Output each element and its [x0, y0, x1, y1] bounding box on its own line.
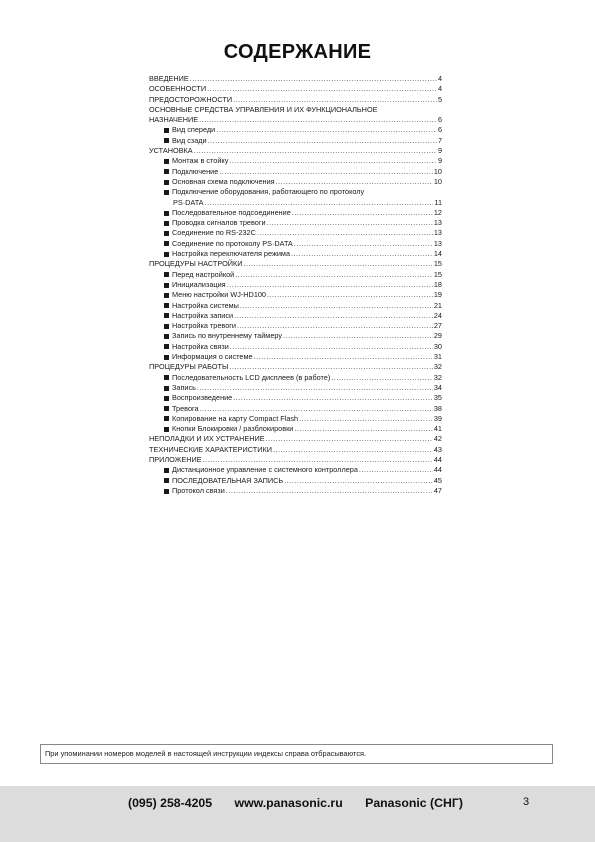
toc-entry-page: 4	[437, 84, 442, 94]
toc-entry	[149, 187, 442, 197]
toc-entry-label: Подключение	[172, 166, 219, 176]
toc-entry-label: Последовательное подсоединение	[172, 207, 291, 217]
toc-entry	[149, 280, 442, 290]
toc-entry-label: Запись по внутреннему таймеру	[172, 331, 283, 341]
toc-dot-leader	[294, 424, 432, 434]
square-bullet-icon	[164, 416, 169, 421]
toc-entry-label: Монтаж в стойку	[172, 156, 229, 166]
toc-dot-leader	[230, 342, 433, 352]
toc-entry-label: ОСНОВНЫЕ СРЕДСТВА УПРАВЛЕНИЯ И ИХ ФУНКЦИОНАЛЬНОЕ	[149, 104, 378, 114]
toc-dot-leader	[292, 208, 433, 218]
toc-dot-leader	[190, 74, 437, 84]
toc-entry-page: 35	[433, 393, 442, 403]
toc-entry-label: Настройка системы	[172, 300, 239, 310]
square-bullet-icon	[164, 489, 169, 494]
toc-dot-leader	[291, 249, 433, 259]
toc-entry-label: Соединение по протоколу PS·DATA	[172, 238, 293, 248]
toc-entry-label: Проводка сигналов тревоги	[172, 218, 266, 228]
toc-entry-page: 41	[433, 424, 442, 434]
toc-entry	[149, 95, 442, 105]
square-bullet-icon	[164, 180, 169, 185]
square-bullet-icon	[164, 159, 169, 164]
toc-dot-leader	[234, 311, 433, 321]
square-bullet-icon	[164, 324, 169, 329]
toc-entry-label: Воспроизведение	[172, 393, 233, 403]
toc-entry-page: 6	[437, 115, 442, 125]
toc-entry	[149, 198, 442, 208]
toc-entry-page: 31	[433, 352, 442, 362]
square-bullet-icon	[164, 344, 169, 349]
toc-entry-page: 47	[433, 485, 442, 495]
toc-entry	[149, 105, 442, 115]
toc-dot-leader	[194, 146, 437, 156]
page-title: СОДЕРЖАНИЕ	[223, 41, 372, 63]
toc-entry	[149, 301, 442, 311]
toc-entry-label: ПОСЛЕДОВАТЕЛЬНАЯ ЗАПИСЬ	[172, 475, 284, 485]
toc-entry-page: 45	[433, 475, 442, 485]
toc-entry	[149, 156, 442, 166]
toc-entry-page: 19	[433, 290, 442, 300]
toc-entry-label: Соединение по RS-232C	[172, 228, 256, 238]
toc-entry-label: ВВЕДЕНИЕ	[149, 74, 189, 83]
toc-entry-label: Протокол связи	[172, 485, 225, 495]
square-bullet-icon	[164, 190, 169, 195]
toc-entry-page: 10	[433, 176, 442, 186]
toc-entry	[149, 218, 442, 228]
toc-entry-label: Дистанционное управление с системного контроллера	[172, 465, 358, 475]
toc-entry-page: 43	[433, 444, 442, 454]
toc-entry-label: Инициализация	[172, 279, 226, 289]
toc-entry-label: PS·DATA	[173, 197, 204, 207]
toc-entry-label: Меню настройки WJ-HD100	[172, 290, 266, 300]
square-bullet-icon	[164, 138, 169, 143]
toc-entry-page: 24	[433, 310, 442, 320]
toc-entry	[149, 74, 442, 84]
toc-entry-label: Настройка связи	[172, 341, 229, 351]
toc-dot-leader	[244, 259, 433, 269]
toc-entry-page: 6	[437, 125, 442, 135]
toc-entry-label: УСТАНОВКА	[149, 146, 193, 156]
toc-dot-leader	[273, 445, 433, 455]
table-of-contents	[149, 74, 442, 496]
toc-entry	[149, 239, 442, 249]
toc-dot-leader	[266, 434, 433, 444]
toc-entry-label: Основная схема подключения	[172, 176, 275, 186]
toc-dot-leader	[235, 270, 433, 280]
toc-dot-leader	[229, 156, 437, 166]
square-bullet-icon	[164, 303, 169, 308]
toc-dot-leader	[283, 331, 433, 341]
toc-entry-page: 27	[433, 321, 442, 331]
toc-entry	[149, 136, 442, 146]
toc-entry-label: Запись	[172, 382, 196, 392]
toc-entry	[149, 321, 442, 331]
toc-entry	[149, 393, 442, 403]
toc-dot-leader	[216, 125, 437, 135]
toc-entry-page: 29	[433, 331, 442, 341]
square-bullet-icon	[164, 468, 169, 473]
model-number-note: При упоминании номеров моделей в настоящей инструкции индексы справа отбрасываются.	[40, 744, 553, 764]
toc-entry-page: 4	[437, 74, 442, 83]
toc-entry	[149, 362, 442, 372]
toc-entry-label: Настройка записи	[172, 310, 234, 320]
square-bullet-icon	[164, 128, 169, 133]
square-bullet-icon	[164, 241, 169, 246]
toc-entry	[149, 228, 442, 238]
square-bullet-icon	[164, 396, 169, 401]
square-bullet-icon	[164, 221, 169, 226]
toc-entry-label: НЕПОЛАДКИ И ИХ УСТРАНЕНИЕ	[149, 434, 265, 444]
toc-entry-page: 18	[433, 279, 442, 289]
toc-entry	[149, 331, 442, 341]
toc-entry-label: Информация о системе	[172, 352, 253, 362]
toc-dot-leader	[233, 393, 433, 403]
toc-entry	[149, 445, 442, 455]
toc-dot-leader	[207, 84, 437, 94]
toc-entry	[149, 465, 442, 475]
toc-entry-label: ПРОЦЕДУРЫ НАСТРОЙКИ	[149, 259, 243, 269]
toc-entry-label: ПРОЦЕДУРЫ РАБОТЫ	[149, 362, 229, 372]
toc-entry	[149, 486, 442, 496]
square-bullet-icon	[164, 334, 169, 339]
toc-entry	[149, 424, 442, 434]
toc-entry-page: 13	[433, 238, 442, 248]
toc-entry	[149, 404, 442, 414]
toc-entry-page: 44	[433, 465, 442, 475]
toc-dot-leader	[200, 404, 433, 414]
square-bullet-icon	[164, 272, 169, 277]
square-bullet-icon	[164, 427, 169, 432]
toc-entry	[149, 352, 442, 362]
toc-entry-label: ТЕХНИЧЕСКИЕ ХАРАКТЕРИСТИКИ	[149, 444, 272, 454]
toc-entry	[149, 434, 442, 444]
footer-company: Panasonic (СНГ)	[365, 796, 463, 810]
toc-entry-label: Тревога	[172, 403, 199, 413]
toc-dot-leader	[199, 115, 437, 125]
toc-entry-page: 38	[433, 403, 442, 413]
toc-entry	[149, 259, 442, 269]
footer-bar	[0, 786, 595, 842]
toc-entry	[149, 342, 442, 352]
toc-dot-leader	[359, 465, 433, 475]
toc-entry	[149, 115, 442, 125]
toc-entry	[149, 270, 442, 280]
toc-dot-leader	[227, 280, 433, 290]
square-bullet-icon	[164, 478, 169, 483]
toc-entry-label: Вид спереди	[172, 125, 216, 135]
toc-dot-leader	[276, 177, 433, 187]
toc-entry-label: Подключение оборудования, работающего по протоколу	[172, 187, 365, 197]
toc-entry-page: 44	[433, 454, 442, 464]
square-bullet-icon	[164, 375, 169, 380]
toc-dot-leader	[267, 290, 433, 300]
square-bullet-icon	[164, 313, 169, 318]
toc-dot-leader	[284, 476, 433, 486]
page-number: 3	[523, 796, 530, 808]
toc-entry-page: 30	[433, 341, 442, 351]
toc-entry-page: 9	[437, 156, 442, 166]
toc-entry-label: Кнопки Блокировки / разблокировки	[172, 424, 294, 434]
toc-entry-page: 34	[433, 382, 442, 392]
toc-entry-page: 14	[433, 249, 442, 259]
toc-entry	[149, 177, 442, 187]
toc-dot-leader	[233, 95, 437, 105]
toc-entry	[149, 414, 442, 424]
toc-entry	[149, 84, 442, 94]
square-bullet-icon	[164, 211, 169, 216]
toc-entry-page: 5	[437, 94, 442, 104]
toc-entry-label: ПРИЛОЖЕНИЕ	[149, 454, 202, 464]
square-bullet-icon	[164, 252, 169, 257]
square-bullet-icon	[164, 355, 169, 360]
square-bullet-icon	[164, 293, 169, 298]
toc-entry-label: Перед настройкой	[172, 269, 235, 279]
toc-dot-leader	[205, 198, 434, 208]
footer-phone: (095) 258-4205	[128, 796, 213, 810]
toc-entry	[149, 146, 442, 156]
toc-entry-page: 10	[433, 166, 442, 176]
toc-entry	[149, 249, 442, 259]
toc-entry-page: 32	[433, 372, 442, 382]
toc-entry-label: Вид сзади	[172, 135, 207, 145]
toc-entry-page: 15	[433, 259, 442, 269]
toc-entry	[149, 476, 442, 486]
toc-dot-leader	[299, 414, 433, 424]
toc-entry	[149, 208, 442, 218]
square-bullet-icon	[164, 231, 169, 236]
toc-entry-page: 11	[434, 197, 442, 207]
toc-dot-leader	[208, 136, 437, 146]
toc-entry-page: 13	[433, 228, 442, 238]
toc-entry-page: 32	[433, 362, 442, 372]
square-bullet-icon	[164, 169, 169, 174]
footer-contact	[128, 796, 482, 810]
toc-entry-page: 12	[433, 207, 442, 217]
toc-entry-page: 39	[433, 413, 442, 423]
toc-entry	[149, 455, 442, 465]
toc-entry-page: 42	[433, 434, 442, 444]
toc-entry-page: 9	[437, 146, 442, 156]
toc-dot-leader	[203, 455, 433, 465]
toc-dot-leader	[254, 352, 433, 362]
toc-entry-label: ОСОБЕННОСТИ	[149, 84, 207, 94]
square-bullet-icon	[164, 386, 169, 391]
toc-entry-label: Последовательность LCD дисплеев (в работе)	[172, 372, 331, 382]
toc-dot-leader	[226, 486, 433, 496]
square-bullet-icon	[164, 283, 169, 288]
toc-entry	[149, 373, 442, 383]
toc-entry-label: Настройка переключателя режима	[172, 249, 290, 259]
toc-dot-leader	[229, 362, 432, 372]
toc-entry-page: 15	[433, 269, 442, 279]
toc-entry	[149, 383, 442, 393]
toc-entry	[149, 290, 442, 300]
toc-entry-label: Настройка тревоги	[172, 321, 236, 331]
toc-dot-leader	[331, 373, 433, 383]
toc-dot-leader	[219, 167, 433, 177]
square-bullet-icon	[164, 406, 169, 411]
toc-dot-leader	[240, 301, 433, 311]
toc-entry-label: Копирование на карту Compact Flash	[172, 413, 299, 423]
toc-entry-page: 7	[437, 135, 442, 145]
toc-dot-leader	[294, 239, 433, 249]
toc-entry-page: 13	[433, 218, 442, 228]
toc-entry	[149, 311, 442, 321]
toc-entry	[149, 167, 442, 177]
toc-entry-label: ПРЕДОСТОРОЖНОСТИ	[149, 94, 233, 104]
footer-website: www.panasonic.ru	[234, 796, 343, 810]
toc-dot-leader	[267, 218, 433, 228]
toc-dot-leader	[257, 228, 433, 238]
toc-entry-label: НАЗНАЧЕНИЕ	[149, 115, 199, 125]
toc-entry-page: 21	[433, 300, 442, 310]
toc-dot-leader	[237, 321, 433, 331]
toc-dot-leader	[197, 383, 433, 393]
toc-entry	[149, 125, 442, 135]
